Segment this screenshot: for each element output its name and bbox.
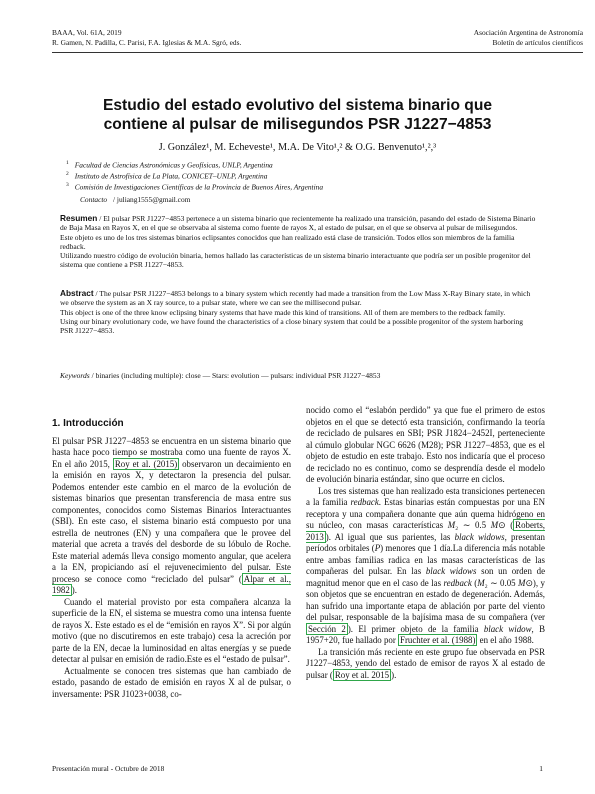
contact-label: Contacto xyxy=(80,195,108,204)
journal-editors: R. Gamen, N. Padilla, C. Parisi, F.A. Iglesias & M.A. Sgró, eds. xyxy=(52,38,242,47)
contact-line xyxy=(80,195,190,204)
ref-roy-2015-b[interactable]: Roy et al. 2015 xyxy=(334,669,390,680)
author-list: J. González¹, M. Echeveste¹, M.A. De Vito¹,² & O.G. Benvenuto¹,²,³ xyxy=(158,142,437,153)
resumen-p2: Este objeto es uno de los tres sistemas binarios eclipsantes conocidos que han realizado está clase de transición. Todos ellos son miembros de la familia redback. xyxy=(60,232,515,251)
intro-paragraph-1: El pulsar PSR J1227−4853 se encuentra en un sistema binario que hasta hace poco tiempo se mostraba como una fuente de rayos X. En el año 2015, Roy et al. (2015) observaron un decaimiento en la emisión en rayos X, y detectaron la presencia del pulsar. Podemos entender este cambio en el marco de la evolución de sistemas binarios que presentan transferencia de masa entre sus componentes, conocidos como Sistemas Binarios Interactuantes (SBI). En este caso, el sistema binario está compuesto por una estrella de neutrones (EN) y una compañera que le provee del material que acreta a través del desborde de su lóbulo de Roche. Este material además lleva consigo momento angular, que acelera a la EN, propiciando así el rejuvenecimiento del pulsar. Este proceso se conoce como “reciclado del pulsar” ( Alpar et al., 1982 ). xyxy=(52,435,292,595)
keywords-label: Keywords xyxy=(60,371,90,380)
resumen-p1: El pulsar PSR J1227−4853 pertenece a un sistema binario que recientemente ha realizado una transición, pasando del estado de Sistema Binario de Baja Masa en Rayos X, en el que se observaba al sistema como fuente de rayos X, al estado de pulsar, en el que se observa al pulsar de milisegundos. xyxy=(60,214,536,233)
journal-header-left xyxy=(52,28,241,48)
journal-society: Asociación Argentina de Astronomía xyxy=(473,28,583,37)
keywords-text: binaries (including multiple): close — Stars: evolution — pulsars: individual PSR J1227−4853 xyxy=(95,371,381,380)
journal-volume: BAAA, Vol. 61A, 2019 xyxy=(52,28,122,37)
intro-paragraph-3: Actualmente se conocen tres sistemas que han cambiado de estado, pasando de estado de emisión en rayos X al de pulsar, o inversamente: PSR J1023+0038, co- xyxy=(52,665,291,699)
contact-email[interactable]: juliang1555@gmail.com xyxy=(116,195,191,204)
column-right xyxy=(306,405,545,681)
intro-paragraph-2: Cuando el material provisto por esta compañera alcanza la superficie de la EN, el sistema se muestra como una intensa fuente de rayos X. Este estado es el de “emisión en rayos X”. Si por algún motivo (que no discutiremos en este trabajo) cesa la acreción por parte de la EN, decae la luminosidad en altas energías y se puede detectar al pulsar en emisión de radio.Este es el “estado de pulsar”. xyxy=(52,596,291,664)
affiliation-2: $^2$ Instituto de Astrofísica de La Plata, CONICET–UNLP, Argentina xyxy=(66,171,268,181)
intro-paragraph-6: La transición más reciente en este grupo fue observada en PSR J1227−4853, yendo del estado de emisor de rayos X al estado de pulsar ( Roy et al. 2015 ). xyxy=(306,646,545,680)
intro-paragraph-5: Los tres sistemas que han realizado esta transiciones pertenecen a la familia redback. Estas binarias están compuestas por una EN receptora y una compañera donante que aún quema hidrógeno en su núcleo, con masas características M₂ ∼ 0.5 M⊙ ( Roberts, 2013 ). Al igual que sus parientes, las black widows, presentan períodos orbitales (P) menores que 1 día.La diferencia más notable entre ambas familias radica en las masas características de las compañeras del pulsar. En las black widows son un orden de magnitud menor que en el caso de las redback (M₂ ∼ 0.05 M⊙), y son objetos que se encuentran en estado de degeneración. Además, han sufrido una importante etapa de ablación por parte del viento del pulsar, responsable de la bajísima masa de su compañera (ver Sección 2 ). El primer objeto de la familia black widow, B 1957+20, fue hallado por Fruchter et al. (1988) en el año 1988. xyxy=(306,485,546,645)
ref-alpar-1982[interactable]: Alpar et al., 1982 xyxy=(52,573,291,595)
affiliation-1: $^1$ Facultad de Ciencias Astronómicas y Geofísicas, UNLP, Argentina xyxy=(66,160,273,170)
ref-seccion-2[interactable]: Sección 2 xyxy=(308,623,346,634)
section-1-title: 1. Introducción xyxy=(52,418,124,429)
intro-paragraph-4: nocido como el “eslabón perdido” ya que fue el primero de estos objetos en el que se detectó esta transición, confirmando la teoría de reciclado de pulsares en SBI; PSR J1824−2452I, perteneciente al cúmulo globular NGC 6626 (M28); PSR J1227−4853, que es el objeto de estudio en este trabajo. Esto nos indicaría que el proceso de reciclado no es continuo, como se desprendía desde el modelo de evolución binaria estándar, sino que ocurre en ciclos. xyxy=(306,405,545,484)
header-divider xyxy=(52,52,583,53)
affiliations xyxy=(66,159,323,192)
abstract-p3: Using our binary evolutionary code, we have found the characteristics of a close binary system that could be a possible progenitor of the system harboring PSR J1227−4853. xyxy=(60,316,523,336)
journal-bulletin: Boletín de artículos científicos xyxy=(492,38,583,47)
paper-title xyxy=(60,96,535,134)
column-left xyxy=(52,418,291,700)
abstract-spanish: Resumen / El pulsar PSR J1227−4853 pertenece a un sistema binario que recientemente ha realizado una transición, pasando del estado de Sistema Binario de Baja Masa en Rayos X, en el que se observaba al sistema como fuente de rayos X, al estado de pulsar, en el que se observa al pulsar de milisegundos. Este objeto es uno de los tres sistemas binarios eclipsantes conocidos que han realizado está clase de transición. Todos ellos son miembros de la familia redback. Utilizando nuestro código de evolución binaria, hemos hallado las características de un sistema binario interactuante que podría ser un posible progenitor del sistema que contiene a PSR J1227−4853. xyxy=(60,214,538,270)
affiliation-3: $^3$ Comisión de Investigaciones Científicas de la Provincia de Buenos Aires, Argentina xyxy=(66,182,324,192)
title-line-1: Estudio del estado evolutivo del sistema binario que xyxy=(102,97,493,114)
resumen-p3: Utilizando nuestro código de evolución binaria, hemos hallado las características de un sistema binario interactuante que podría ser un posible progenitor del sistema que contiene a PSR J1227−4853. xyxy=(60,251,531,270)
abstract-p1: The pulsar PSR J1227−4853 belongs to a binary system which recently had made a transition from the Low Mass X-Ray Binary state, in which we observe the system as an X ray source, to a pulsar state, where we can see the millisecond pulsar. xyxy=(60,289,531,308)
title-line-2: contiene al pulsar de milisegundos PSR J1227−4853 xyxy=(103,116,492,133)
ref-roy-2015[interactable]: Roy et al. (2015) xyxy=(114,458,178,469)
contact-sep: / xyxy=(112,195,116,204)
ref-roberts-2013[interactable]: Roberts, 2013 xyxy=(306,520,545,542)
resumen-label: Resumen xyxy=(60,213,98,223)
abstract-english: Abstract / The pulsar PSR J1227−4853 belongs to a binary system which recently had made a transition from the Low Mass X-Ray Binary state, in which we observe the system as an X ray source, to a pulsar state, where we can see the millisecond pulsar. This object is one of the three know eclipsing binary systems that have made this kind of transitions. All of them are members to the redback family. Using our binary evolutionary code, we have found the characteristics of a close binary system that could be a possible progenitor of the system harboring PSR J1227−4853. xyxy=(60,289,538,335)
journal-header-right xyxy=(474,28,583,48)
footer-note: Presentación mural - Octubre de 2018 xyxy=(52,764,165,773)
abstract-label: Abstract xyxy=(60,288,94,298)
keywords: Keywords / binaries (including multiple): close — Stars: evolution — pulsars: individual PSR J1227−4853 xyxy=(60,371,381,380)
abstract-p2: This object is one of the three know eclipsing binary systems that have made this kind of transitions. All of them are members to the redback family. xyxy=(60,307,506,317)
ref-fruchter-1988[interactable]: Fruchter et al. (1988) xyxy=(400,635,476,645)
page-number: 1 xyxy=(539,764,543,773)
